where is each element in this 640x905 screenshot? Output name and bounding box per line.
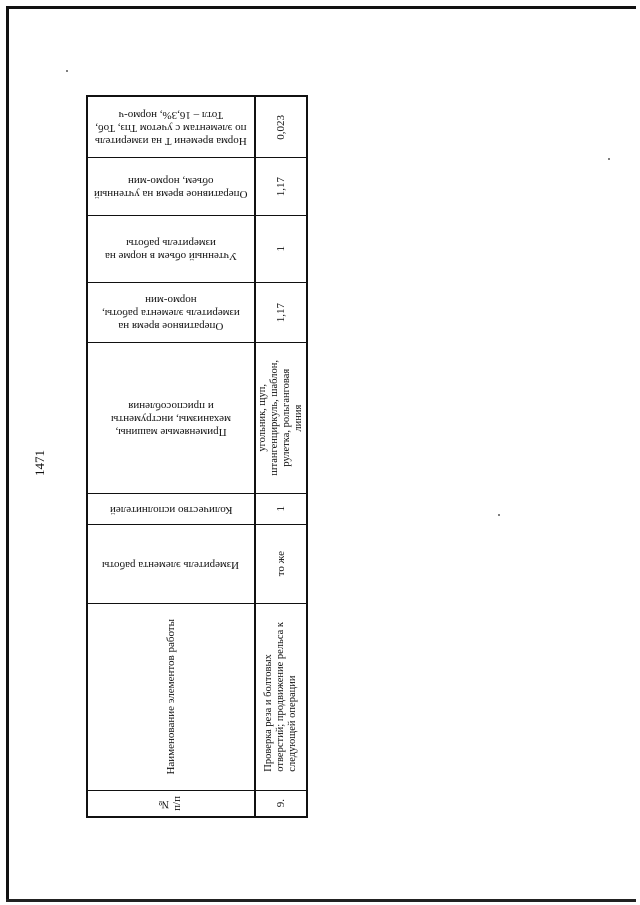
page-number: 1471	[32, 450, 47, 476]
cell-performers: 1	[274, 506, 287, 512]
cell-op-time-meter: 1,17	[274, 302, 287, 323]
cell-machines: угольник, щуп, штангенциркуль, шаблон, рулетка, рольганговая линия	[257, 360, 304, 476]
header-machines: Применяемые машины, механизмы, инструменты и приспособления	[111, 399, 231, 438]
scan-border-top	[6, 6, 636, 9]
scan-speck	[66, 70, 68, 72]
header-volume: Учтенный объем в норме на измеритель работы	[105, 237, 237, 262]
header-name: Наименование элементов работы	[164, 619, 177, 775]
header-num: № п/п	[158, 796, 183, 811]
cell-name: Проверка реза и болтовых отверстий; продвижение рельса к следующей операции	[263, 622, 298, 772]
header-op-time-volume: Оперативное время на учтенный объем, нормо-мин	[94, 174, 248, 200]
scan-border-bottom	[6, 899, 636, 902]
cell-norm-time: 0,023	[274, 114, 287, 140]
header-op-time-meter: Оперативное время на измеритель элемента работы, нормо-мин	[102, 294, 240, 332]
header-meter: Измеритель элемента работы	[102, 558, 240, 571]
header-norm-time: Норма времени Т на измеритель по элементам с учетом Тпз, Тоб, Тотл – 16,3%, нормо-ч	[95, 108, 247, 147]
cell-meter: то же	[274, 551, 287, 577]
scan-border-left	[6, 6, 9, 902]
scan-speck	[608, 158, 610, 160]
cell-num: 9.	[274, 799, 287, 808]
cell-op-time-volume: 1,17	[274, 176, 287, 197]
cell-volume: 1	[274, 246, 287, 252]
header-performers: Количество исполнителей	[109, 503, 233, 516]
scan-speck	[498, 514, 500, 516]
